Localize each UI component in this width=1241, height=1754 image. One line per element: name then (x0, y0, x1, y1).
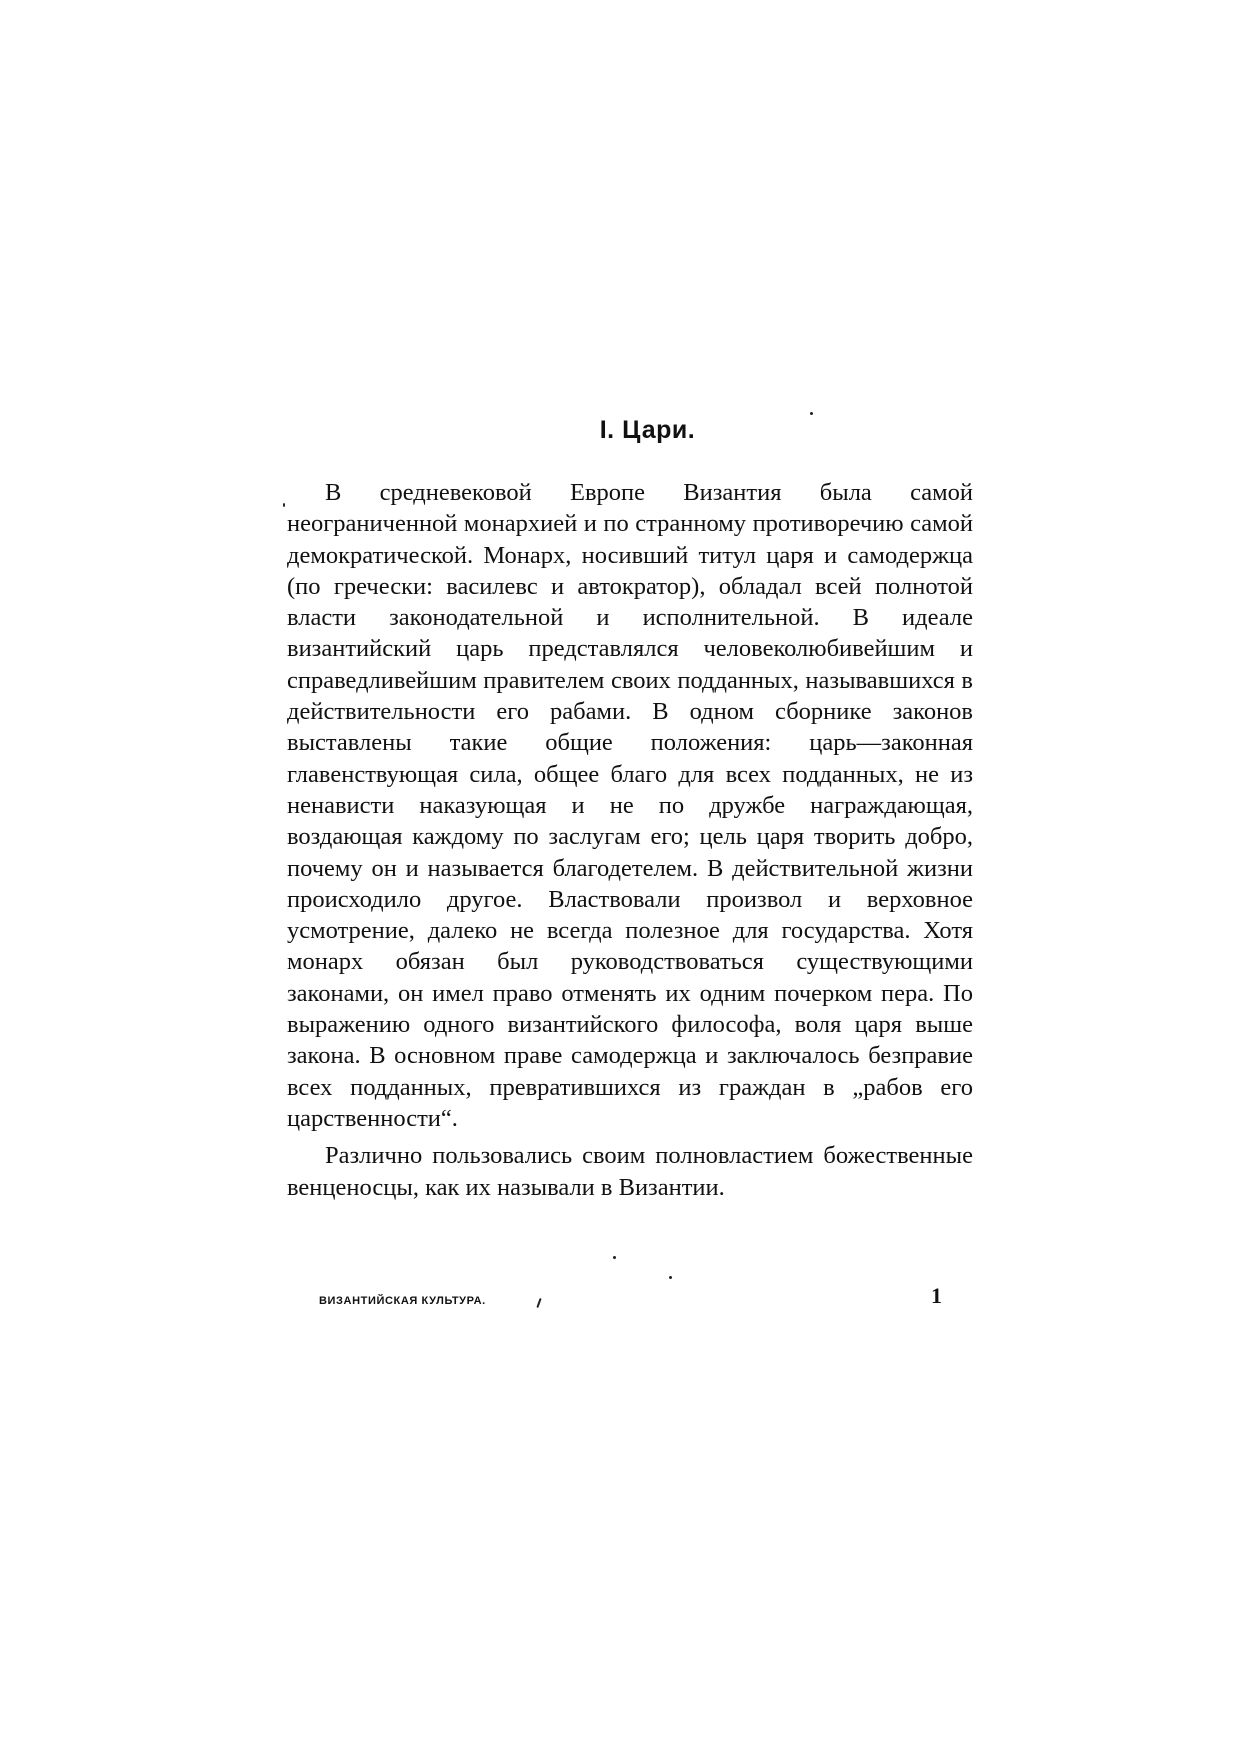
scan-speck (810, 412, 813, 415)
running-footer-title: ВИЗАНТИЙСКАЯ КУЛЬТУРА. (319, 1295, 486, 1307)
paragraph-2: Различно пользовались своим полновластием божественные венценосцы, как их называли в Византии. (287, 1142, 973, 1201)
body-text (287, 477, 973, 1203)
chapter-title: I. Цари. (599, 416, 696, 444)
paragraph-1: В средневековой Европе Византия была самой неограниченной монархией и по странному противоречию самой демократической. Монарх, носивший титул царя и самодержца (по гречески: василевс и автократор), обладал всей полнотой власти законодательной и исполнительной. В идеале византийский царь представлялся человеколюбивейшим и справедливейшим правителем своих подданных, называвшихся в действительности его рабами. В одном сборнике законов выставлены такие общие положения: царь—законная главенствующая сила, общее благо для всех подданных, не из ненависти наказующая и не по дружбе награждающая, воздающая каждому по заслугам его; цель царя творить добро, почему он и называется благодетелем. В действительной жизни происходило другое. Властвовали произвол и верховное усмотрение, далеко не всегда полезное для государства. Хотя монарх обязан был руководствоваться существующими законами, он имел право отменять их одним почерком пера. По выражению одного византийского философа, воля царя выше закона. В основном праве самодержца и заключалось безправие всех подданных, превратившихся из граждан в „рабов его царственности“. (287, 479, 973, 1132)
scan-speck (613, 1256, 616, 1259)
scan-speck (536, 1298, 541, 1308)
scan-speck (669, 1276, 672, 1279)
scan-speck (283, 503, 285, 507)
page-number: 1 (931, 1283, 942, 1308)
